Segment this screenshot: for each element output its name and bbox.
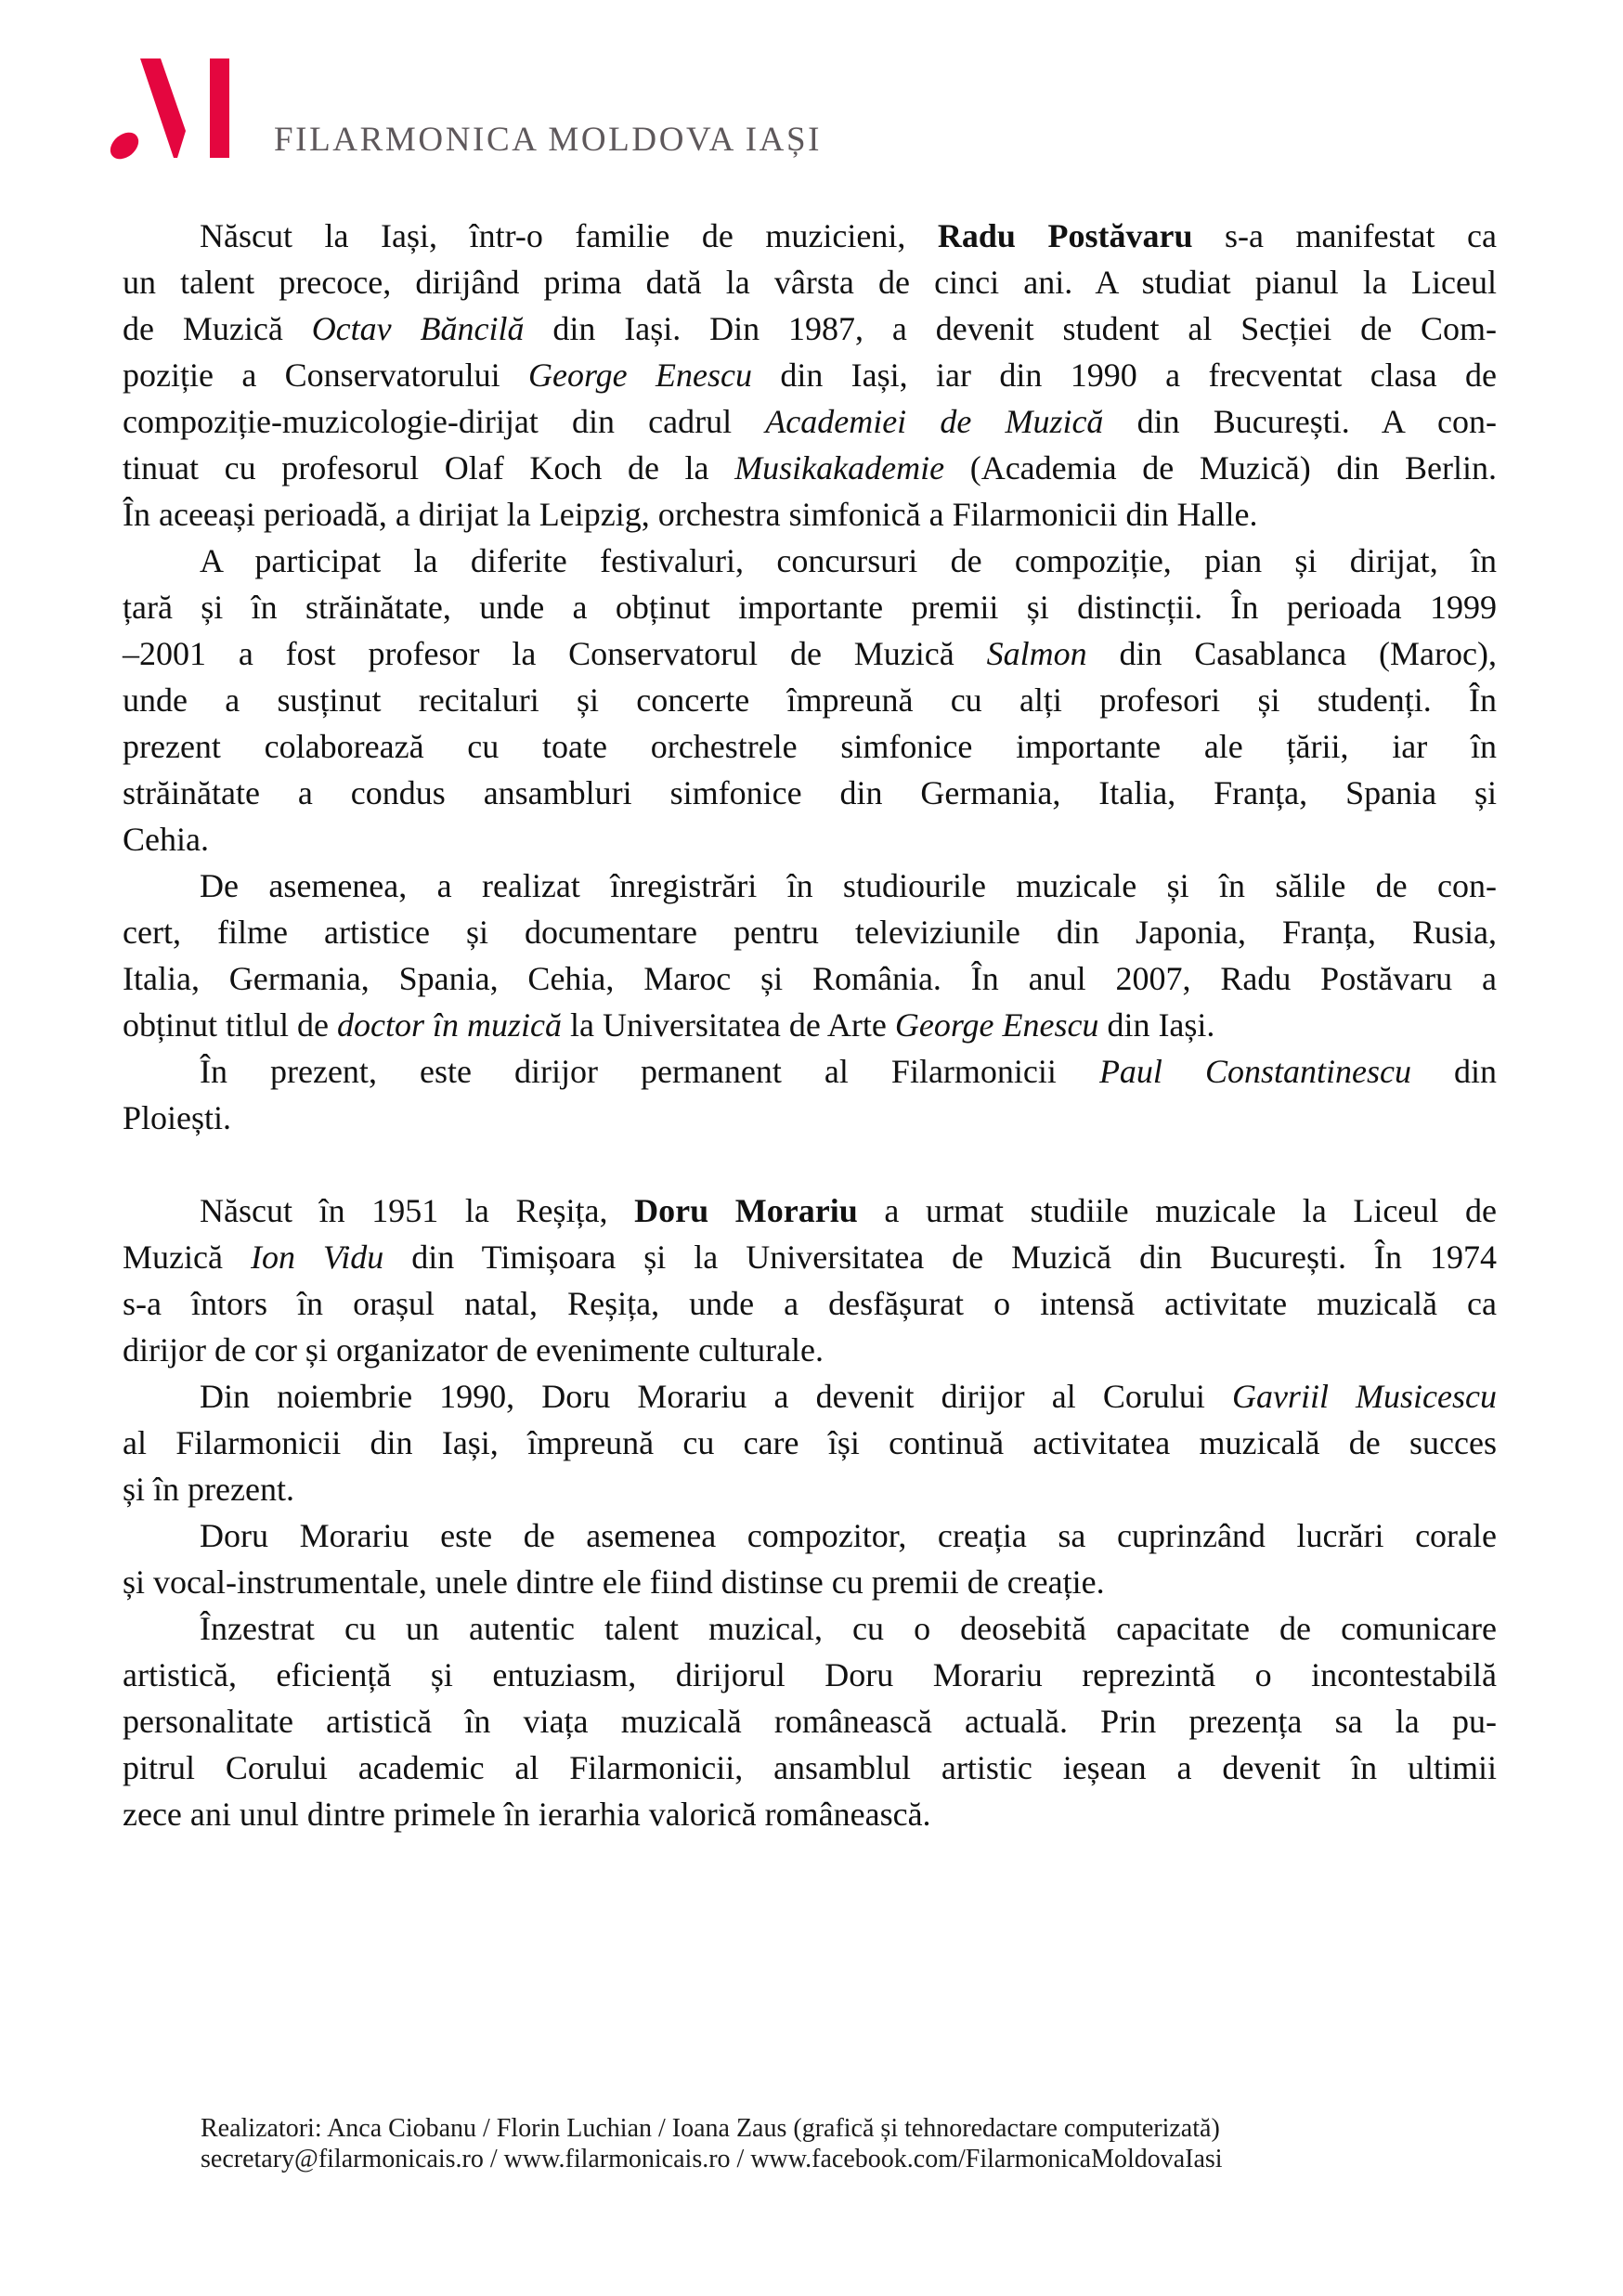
italic-title: Musikakademie [734,449,945,486]
bold-name: Radu Postăvaru [937,217,1193,254]
text-span: din Iași. Din 1987, a devenit student al Secției de Com- [524,310,1497,347]
text-line [123,1698,1497,1745]
bold-name: Doru Morariu [634,1192,858,1229]
paragraph [123,1512,1497,1605]
text-line [123,1605,1497,1652]
italic-title: Octav Băncilă [311,310,525,347]
text-span: de Muzică [123,310,312,347]
text-line [123,1745,1497,1791]
text-line [123,398,1497,445]
text-span: În aceeași perioadă, a dirijat la Leipzig, orchestra simfonică a Filarmonicii din Halle. [123,496,1258,533]
text-line [123,909,1497,955]
logo-diagonal-stroke [140,58,186,158]
paragraph [123,1048,1497,1141]
text-line [123,1652,1497,1698]
italic-title: Paul Constantinescu [1098,1053,1411,1090]
text-span: din Casablanca (Maroc), [1086,635,1497,672]
biography-text [123,213,1497,1837]
text-span: un talent precoce, dirijând prima dată la vârsta de cinci ani. A studiat pianul la Liceul [123,264,1497,301]
text-line [123,1095,1497,1141]
text-line [123,305,1497,352]
text-span: Doru Morariu este de asemenea compozitor, creația sa cuprinzând lucrări corale [200,1517,1497,1554]
footer-contact: secretary@filarmonicais.ro / www.filarmonicais.ro / www.facebook.com/FilarmonicaMoldovaIasi [201,2145,1223,2173]
text-line [123,955,1497,1002]
italic-title: George Enescu [894,1006,1099,1044]
text-line [123,584,1497,630]
text-span: și în prezent. [123,1471,294,1508]
text-span: la Universitatea de Arte [561,1006,895,1044]
text-line [123,723,1497,770]
text-line [123,1559,1497,1605]
text-span: Italia, Germania, Spania, Cehia, Maroc și România. În anul 2007, Radu Postăvaru a [123,960,1497,997]
text-line [123,863,1497,909]
paragraph [123,538,1497,863]
text-line [123,1420,1497,1466]
text-span: din Iași. [1098,1006,1215,1044]
italic-title: Salmon [986,635,1087,672]
paragraph [123,863,1497,1048]
text-span: zece ani unul dintre primele în ierarhia valorică românească. [123,1796,931,1833]
filarmonica-logo-icon [0,0,241,186]
paragraph-spacer [123,1141,1497,1187]
italic-title: doctor în muzică [337,1006,562,1044]
text-span: dirijor de cor și organizator de evenimente culturale. [123,1331,824,1369]
text-span: din Iași, iar din 1990 a frecventat clasa de [751,357,1497,394]
text-span: compoziție-muzicologie-dirijat din cadrul [123,403,766,440]
text-line [123,677,1497,723]
text-span: Cehia. [123,821,209,858]
text-span: artistică, eficiență și entuziasm, dirijorul Doru Morariu reprezintă o incontestabilă [123,1656,1497,1693]
text-line [123,1373,1497,1420]
paragraph [123,1605,1497,1837]
text-span: Înzestrat cu un autentic talent muzical, cu o deosebită capacitate de comunicare [200,1610,1497,1647]
text-line [123,816,1497,863]
text-line [123,352,1497,398]
text-line [123,770,1497,816]
text-span: obținut titlul de [123,1006,337,1044]
text-line [123,1512,1497,1559]
text-line [123,1466,1497,1512]
footer [201,2113,1223,2174]
text-span: De asemenea, a realizat înregistrări în studiourile muzicale și în sălile de con- [200,867,1497,904]
text-line [123,1327,1497,1373]
text-line [123,445,1497,491]
text-span: Născut la Iași, într-o familie de muzicieni, [200,217,938,254]
logo-vertical-stroke [210,58,229,158]
text-line [123,1002,1497,1048]
text-span: străinătate a condus ansambluri simfonice din Germania, Italia, Franța, Spania și [123,774,1497,811]
brand-name: FILARMONICA MOLDOVA IAȘI [274,121,823,159]
text-line [123,1280,1497,1327]
paragraph [123,1373,1497,1512]
text-span: din [1410,1053,1497,1090]
text-span: unde a susținut recitaluri și concerte împreună cu alți profesori și studenți. În [123,681,1497,719]
text-span: prezent colaborează cu toate orchestrele simfonice importante ale țării, iar în [123,728,1497,765]
text-span: s-a manifestat ca [1192,217,1498,254]
text-span: În prezent, este dirijor permanent al Filarmonicii [200,1053,1099,1090]
text-span: –2001 a fost profesor la Conservatorul de Muzică [123,635,987,672]
text-line [123,1234,1497,1280]
text-span: și vocal-instrumentale, unele dintre ele fiind distinse cu premii de creație. [123,1563,1105,1601]
text-line [123,259,1497,305]
italic-title: Academiei de Muzică [765,403,1104,440]
text-span: cert, filme artistice și documentare pentru televiziunile din Japonia, Franța, Rusia, [123,914,1497,951]
text-span: a urmat studiile muzicale la Liceul de [857,1192,1498,1229]
text-line [123,1187,1497,1234]
text-span: Ploiești. [123,1099,232,1136]
paragraph [123,1187,1497,1373]
italic-title: Gavriil Musicescu [1231,1378,1498,1415]
text-span: Muzică [123,1239,251,1276]
text-span: pitrul Corului academic al Filarmonicii, ansamblul artistic ieșean a devenit în ultimii [123,1749,1497,1786]
text-line [123,491,1497,538]
paragraph [123,213,1497,538]
text-span: al Filarmonicii din Iași, împreună cu care își continuă activitatea muzicală de succes [123,1424,1497,1461]
text-span: s-a întors în orașul natal, Reșița, unde a desfășurat o intensă activitate muzicală ca [123,1285,1497,1322]
text-span: poziție a Conservatorului [123,357,528,394]
text-line [123,1791,1497,1837]
text-span: A participat la diferite festivaluri, concursuri de compoziție, pian și dirijat, în [200,542,1497,579]
text-span: țară și în străinătate, unde a obținut importante premii și distincții. În perioada 1999 [123,589,1497,626]
text-line [123,538,1497,584]
text-span: din Timișoara și la Universitatea de Muzică din București. În 1974 [383,1239,1498,1276]
italic-title: George Enescu [528,357,752,394]
italic-title: Ion Vidu [250,1239,384,1276]
text-line [123,630,1497,677]
logo-dot [105,127,143,164]
text-span: Născut în 1951 la Reșița, [200,1192,635,1229]
text-span: Din noiembrie 1990, Doru Morariu a devenit dirijor al Corului [200,1378,1232,1415]
text-span: personalitate artistică în viața muzicală românească actuală. Prin prezența sa la pu- [123,1703,1497,1740]
text-line [123,213,1497,259]
text-span: tinuat cu profesorul Olaf Koch de la [123,449,735,486]
text-line [123,1048,1497,1095]
text-span: (Academia de Muzică) din Berlin. [944,449,1497,486]
footer-credits: Realizatori: Anca Ciobanu / Florin Luchian / Ioana Zaus (grafică și tehnoredactare computerizată) [201,2114,1220,2143]
text-span: din București. A con- [1103,403,1497,440]
